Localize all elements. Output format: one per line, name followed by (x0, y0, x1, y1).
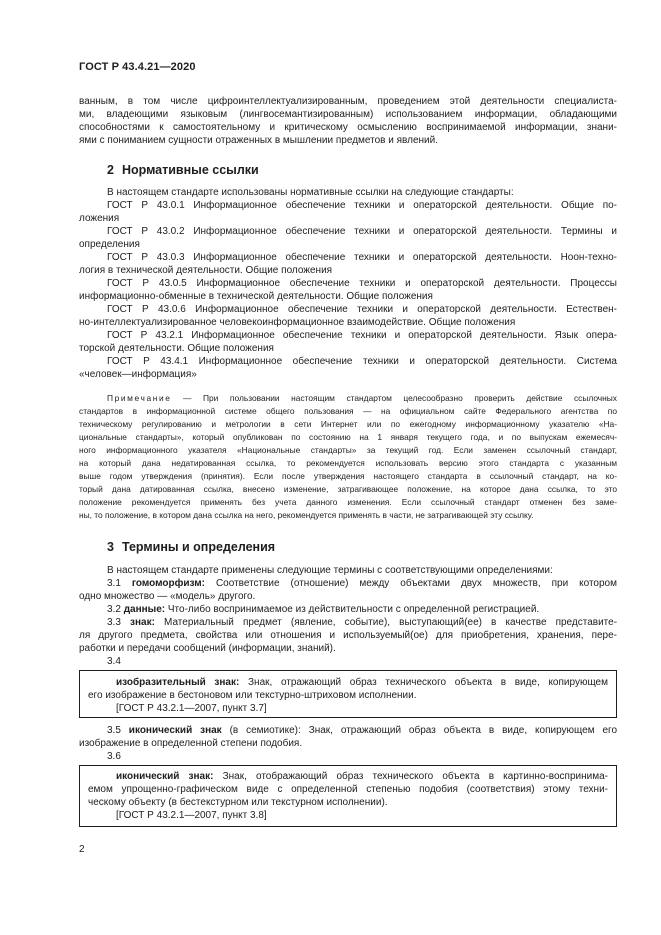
ref-line: логия в технической деятельности. Общие положения (79, 265, 333, 276)
term-name: данные: (123, 604, 166, 615)
term-3-4-box (79, 670, 617, 718)
ref-line: информационно-обменные в технической деятельности. Общие положения (79, 291, 433, 302)
note-block (79, 392, 617, 522)
intro-line: ми, владеющими языковым (лингвосемантизированным) использованием информации, обладающими (79, 109, 617, 120)
section-number: 2 (107, 163, 114, 177)
note-label: Примечание (107, 393, 172, 403)
ref-line: ГОСТ Р 43.0.6 Информационное обеспечение техники и операторской деятельности. Естествен- (107, 304, 617, 315)
note-line: на который дана недатированная ссылка, то рекомендуется использовать версию этого стандарта с указанным (79, 458, 617, 468)
note-line: техническому регулированию и метрологии в сети Интернет или по ежегодному информационному указателю «На- (79, 419, 617, 429)
term-name: иконический знак (128, 725, 222, 736)
note-line: положение рекомендуется применять без учета данного изменения. Если ссылочный стандарт отменен без заме- (79, 497, 617, 507)
section-number: 3 (107, 540, 114, 554)
term-line: емом упрощенно-графическом виде с определенной степенью подобия (соответствия) этому техни- (88, 784, 608, 795)
term-line: работки и передачи сообщений (информации, знаний). (79, 643, 336, 654)
term-line: ля другого предмета, свойства или отношения и используемый(ое) для приобретения, хранения, пере- (79, 630, 617, 641)
term-line: изображение в определенной степени подобия. (79, 738, 303, 749)
term-name: иконический знак: (116, 771, 214, 782)
term-name: знак: (130, 617, 155, 628)
ref-line: ГОСТ Р 43.0.3 Информационное обеспечение техники и операторской деятельности. Ноон-техно- (107, 252, 617, 263)
section-3-body (79, 564, 617, 668)
note-line: Примечание — При пользовании настоящим стандартом целесообразно проверить действие ссылочных (107, 393, 617, 403)
intro-line: ями с пониманием сущности отраженных в мышлении предметов и явлений. (79, 135, 438, 146)
term-name: гомоморфизм: (131, 578, 205, 589)
ref-line: ГОСТ Р 43.0.5 Информационное обеспечение техники и операторской деятельности. Процессы (107, 278, 617, 289)
term-3-6: иконический знак: Знак, отображающий образ технического объекта в картинно-воспринима- (116, 771, 608, 782)
ref-line: ГОСТ Р 43.0.1 Информационное обеспечение техники и операторской деятельности. Общие по- (107, 200, 617, 211)
note-line: выше годом утверждения (принятия). Если после утверждения настоящего стандарта в ссылочный стандарт, на ко- (79, 471, 617, 481)
intro-line: ванным, в том числе цифроинтеллектуализированным, проведением этой деятельности специалиста- (79, 96, 617, 107)
intro-line: способностями к самостоятельному и критическому осмыслению воспринимаемой информации, знани- (79, 122, 617, 133)
section-3-heading (107, 540, 275, 554)
section-title: Термины и определения (121, 540, 276, 554)
ref-line: «человек—информация» (79, 369, 197, 380)
term-source: [ГОСТ Р 43.2.1—2007, пункт 3.7] (116, 703, 267, 714)
ref-line: ГОСТ Р 43.4.1 Информационное обеспечение техники и операторской деятельности. Система (107, 356, 617, 367)
term-3-1: 3.1 гомоморфизм: Соответствие (отношение) между объектами двух множеств, при котором (107, 578, 617, 589)
ref-line: но-интеллектуализированное человекоинформационное взаимодействие. Общие положения (79, 317, 516, 328)
term-name: изобразительный знак: (116, 677, 240, 688)
note-line: ного информационного указателя «Национальные стандарты» за текущий год. Если заменен ссылочный стандарт, (79, 445, 617, 455)
section-2-body (79, 186, 617, 381)
document-header: ГОСТ Р 43.4.21—2020 (79, 61, 196, 73)
note-line: ны, то положение, в котором дана ссылка на него, рекомендуется применять в части, не затрагивающей эту ссылку. (79, 510, 534, 520)
page-number: 2 (79, 844, 85, 855)
ref-line: ложения (79, 213, 120, 224)
section-title: Нормативные ссылки (121, 163, 259, 177)
ref-line: торской деятельности. Общие положения (79, 343, 274, 354)
term-3-4: изобразительный знак: Знак, отражающий образ технического объекта в виде, копирующем (116, 677, 608, 688)
note-line: стандартов в информационной системе общего пользования — на официальном сайте Федерального агентства по (79, 406, 617, 416)
ref-line: ГОСТ Р 43.2.1 Информационное обеспечение техники и операторской деятельности. Язык опера- (107, 330, 617, 341)
term-source: [ГОСТ Р 43.2.1—2007, пункт 3.8] (116, 810, 267, 821)
term-number: 3.4 (107, 656, 121, 667)
term-3-5-block (79, 724, 617, 763)
section-lead: В настоящем стандарте использованы нормативные ссылки на следующие стандарты: (107, 187, 514, 198)
ref-line: ГОСТ Р 43.0.2 Информационное обеспечение техники и операторской деятельности. Термины и (107, 226, 617, 237)
term-3-6-box (79, 765, 617, 827)
intro-paragraph (79, 95, 617, 147)
ref-line: определения (79, 239, 140, 250)
section-2-heading (107, 163, 259, 177)
term-line: ческому объекту (в бестекстурном или текстурном исполнении). (88, 797, 388, 808)
note-line: циональные стандарты», который опубликован по состоянию на 1 января текущего года, и по выпускам ежемесяч- (79, 432, 617, 442)
section-lead: В настоящем стандарте применены следующие термины с соответствующими определениями: (107, 565, 553, 576)
term-3-5: 3.5 иконический знак (в семиотике): Знак, отражающий образ объекта в виде, копирующем его (107, 725, 618, 736)
term-line: его изображение в бестоновом или текстурно-штриховом исполнении. (88, 690, 417, 701)
term-line: одно множество — «модель» другого. (79, 591, 256, 602)
term-3-3: 3.3 знак: Материальный предмет (явление, событие), выступающий(ее) в качестве представите- (107, 617, 618, 628)
note-line: торый дана датированная ссылка, внесено изменение, затрагивающее положение, на которое дана ссылка, то это (79, 484, 617, 494)
term-3-2: 3.2 данные: Что-либо воспринимаемое из действительности с определенной регистрацией. (107, 604, 540, 615)
term-number: 3.6 (107, 751, 121, 762)
